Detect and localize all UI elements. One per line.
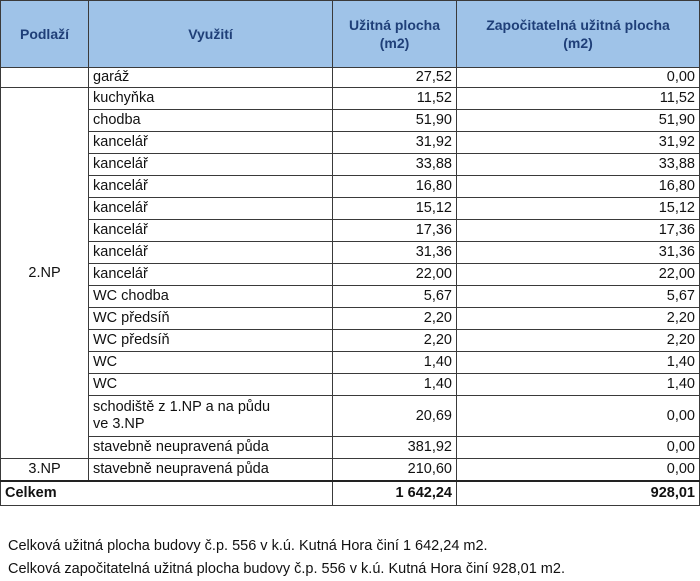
total-countable-area: 928,01 [457, 481, 700, 506]
countable-area-cell: 1,40 [457, 352, 700, 374]
table-row [1, 242, 700, 264]
usable-area-cell: 33,88 [333, 154, 457, 176]
floor-cell-empty [1, 68, 89, 88]
countable-area-cell: 51,90 [457, 110, 700, 132]
table-row [1, 437, 700, 459]
countable-area-cell: 15,12 [457, 198, 700, 220]
total-label: Celkem [1, 481, 333, 506]
header-countable-area [457, 1, 700, 68]
countable-area-cell: 17,36 [457, 220, 700, 242]
table-row [1, 374, 700, 396]
use-cell: kancelář [89, 198, 333, 220]
countable-area-cell: 16,80 [457, 176, 700, 198]
usable-area-cell: 51,90 [333, 110, 457, 132]
use-cell: kancelář [89, 132, 333, 154]
use-cell: chodba [89, 110, 333, 132]
table-row [1, 264, 700, 286]
header-usable-area-line1: Užitná plocha [348, 17, 440, 33]
countable-area-cell: 11,52 [457, 88, 700, 110]
use-cell-line2: ve 3.NP [93, 416, 145, 432]
use-cell: kancelář [89, 154, 333, 176]
use-cell: WC chodba [89, 286, 333, 308]
usable-area-cell: 1,40 [333, 352, 457, 374]
usable-area-cell: 15,12 [333, 198, 457, 220]
table-row [1, 110, 700, 132]
use-cell: kancelář [89, 242, 333, 264]
countable-area-cell: 31,92 [457, 132, 700, 154]
countable-area-cell: 2,20 [457, 330, 700, 352]
header-countable-area-line2: (m2) [563, 35, 593, 51]
countable-area-cell: 2,20 [457, 308, 700, 330]
usable-area-cell: 381,92 [333, 437, 457, 459]
use-cell: garáž [89, 68, 333, 88]
header-usable-area [333, 1, 457, 68]
countable-area-cell: 0,00 [457, 396, 700, 437]
usable-area-cell: 20,69 [333, 396, 457, 437]
countable-area-cell: 0,00 [457, 68, 700, 88]
usable-area-cell: 2,20 [333, 330, 457, 352]
header-usable-area-line2: (m2) [379, 35, 410, 51]
countable-area-cell: 5,67 [457, 286, 700, 308]
use-cell: kancelář [89, 176, 333, 198]
use-cell-line1: schodiště z 1.NP a na půdu [93, 399, 271, 415]
countable-area-cell: 0,00 [457, 459, 700, 482]
total-row [1, 481, 700, 506]
use-cell: WC předsíň [89, 308, 333, 330]
countable-area-cell: 31,36 [457, 242, 700, 264]
countable-area-note: Celková započitatelná užitná plocha budovy č.p. 556 v k.ú. Kutná Hora činí 928,01 m2. [8, 561, 565, 577]
header-floor: Podlaží [1, 1, 89, 68]
table-row [1, 68, 700, 88]
usable-area-cell: 22,00 [333, 264, 457, 286]
table-row [1, 396, 700, 437]
use-cell [89, 396, 333, 437]
use-cell: kuchyňka [89, 88, 333, 110]
table-row [1, 198, 700, 220]
floor-cell-3np: 3.NP [1, 459, 89, 482]
usable-area-cell: 31,36 [333, 242, 457, 264]
use-cell: stavebně neupravená půda [89, 437, 333, 459]
use-cell: WC předsíň [89, 330, 333, 352]
countable-area-cell: 0,00 [457, 437, 700, 459]
use-cell: kancelář [89, 264, 333, 286]
usable-area-cell: 17,36 [333, 220, 457, 242]
table-row [1, 459, 700, 482]
usable-area-cell: 1,40 [333, 374, 457, 396]
table-header-row [1, 1, 700, 68]
header-use: Využití [89, 1, 333, 68]
table-row [1, 220, 700, 242]
countable-area-cell: 1,40 [457, 374, 700, 396]
countable-area-cell: 22,00 [457, 264, 700, 286]
total-usable-area: 1 642,24 [333, 481, 457, 506]
use-cell: kancelář [89, 220, 333, 242]
use-cell: stavebně neupravená půda [89, 459, 333, 482]
usable-area-cell: 210,60 [333, 459, 457, 482]
floor-cell-2np: 2.NP [1, 88, 89, 459]
table-row [1, 132, 700, 154]
usable-area-cell: 16,80 [333, 176, 457, 198]
countable-area-cell: 33,88 [457, 154, 700, 176]
table-row [1, 176, 700, 198]
usable-area-cell: 31,92 [333, 132, 457, 154]
table-row [1, 154, 700, 176]
table-row [1, 352, 700, 374]
table-row [1, 286, 700, 308]
usable-area-note: Celková užitná plocha budovy č.p. 556 v k.ú. Kutná Hora činí 1 642,24 m2. [8, 538, 488, 554]
table-row [1, 330, 700, 352]
use-cell: WC [89, 352, 333, 374]
table-row [1, 88, 700, 110]
usable-area-cell: 5,67 [333, 286, 457, 308]
header-countable-area-line1: Započitatelná užitná plocha [486, 17, 670, 33]
usable-area-cell: 2,20 [333, 308, 457, 330]
usable-area-cell: 27,52 [333, 68, 457, 88]
usable-area-cell: 11,52 [333, 88, 457, 110]
use-cell: WC [89, 374, 333, 396]
table-row [1, 308, 700, 330]
